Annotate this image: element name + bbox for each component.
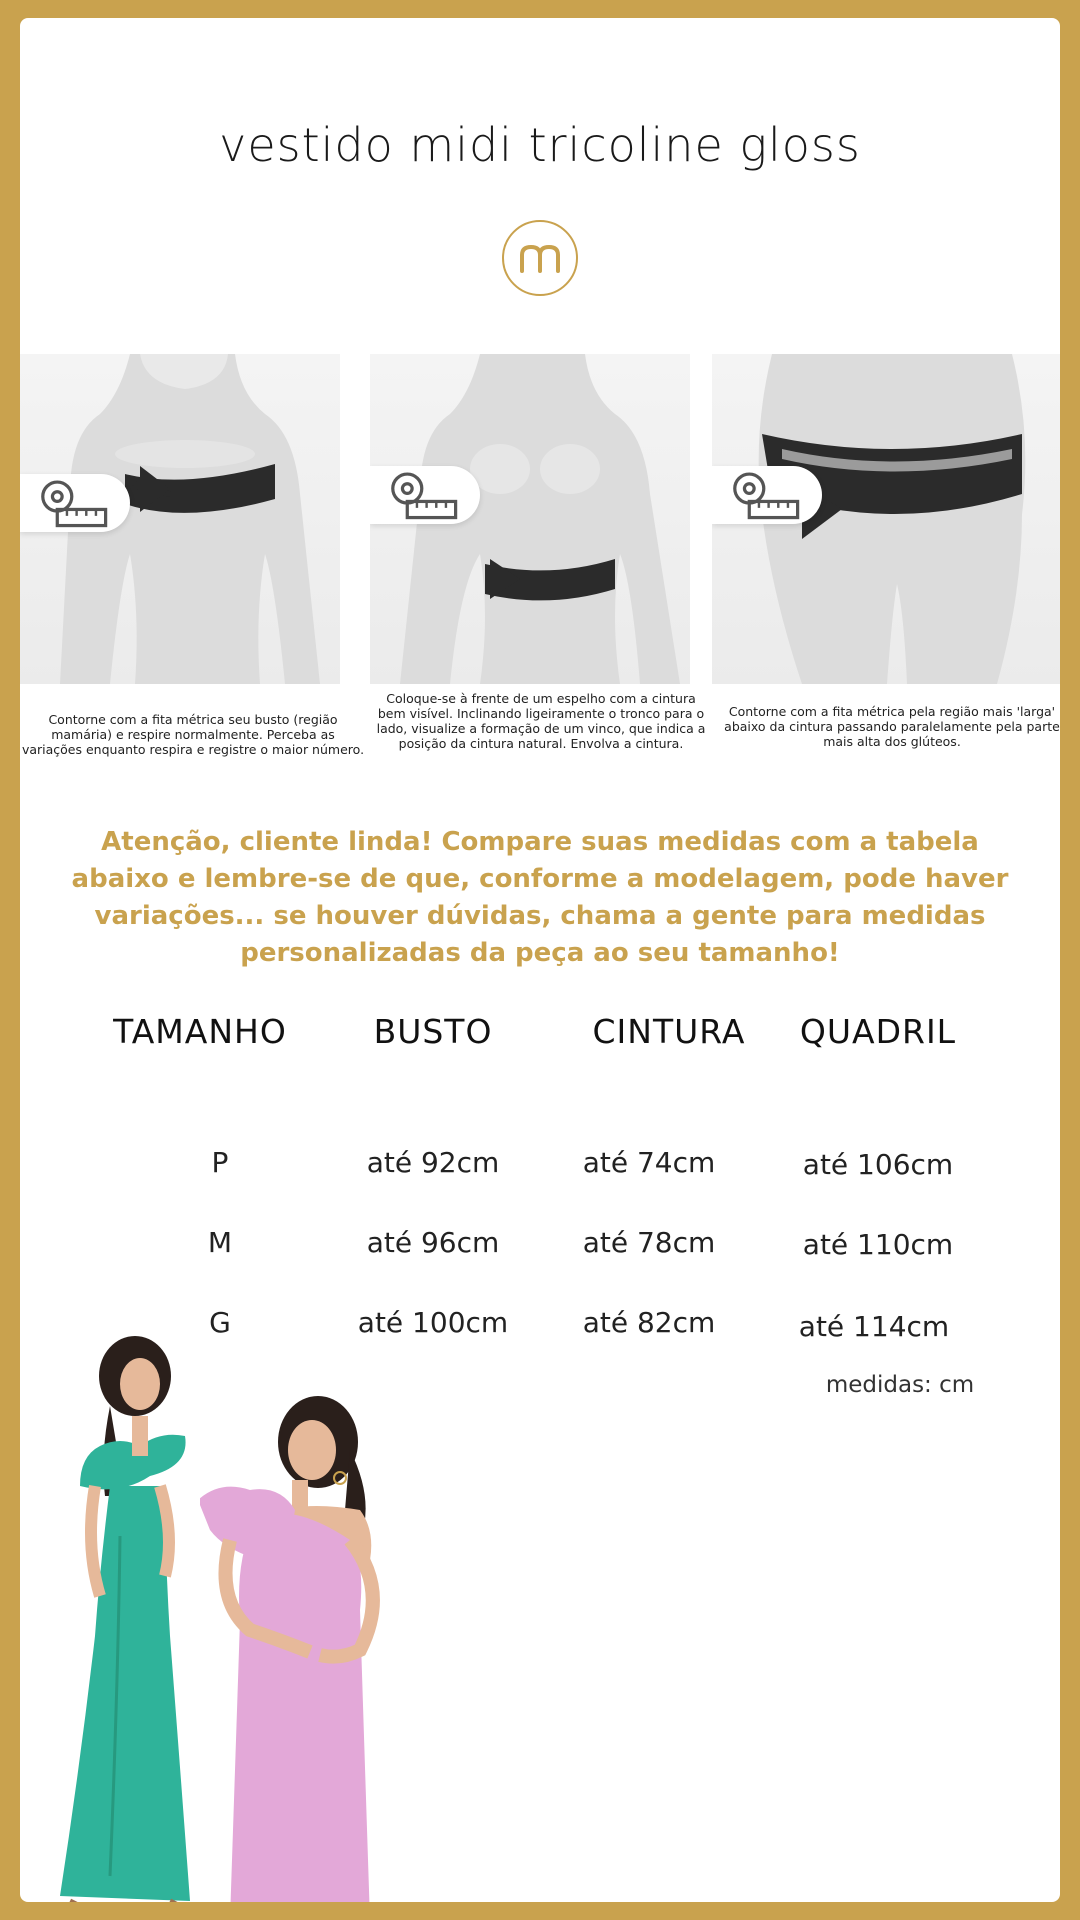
measuring-tape-icon xyxy=(20,474,130,532)
table-cell: até 110cm xyxy=(802,1228,954,1261)
bust-measure-illustration xyxy=(20,354,340,684)
size-guide-card xyxy=(20,18,1060,1902)
table-cell: até 78cm xyxy=(582,1226,716,1259)
customer-notice: Atenção, cliente linda! Compare suas medidas com a tabela abaixo e lembre-se de que, conforme a modelagem, pode haver variações... se houver dúvidas, chama a gente para medidas personalizadas da peça ao seu tamanho! xyxy=(71,827,1009,968)
hip-measure-illustration xyxy=(712,354,1060,684)
measuring-tape-icon xyxy=(370,466,480,524)
table-cell: até 74cm xyxy=(582,1146,716,1179)
waist-instructions: Coloque-se à frente de um espelho com a cintura bem visível. Inclinando ligeiramente o tronco para o lado, visualize a formação de um vinco, que indica a posição da cintura natural. Envolva a cintura. xyxy=(376,691,706,751)
product-title: vestido midi tricoline gloss xyxy=(219,118,861,172)
header-cintura: CINTURA xyxy=(592,1012,746,1051)
header-tamanho: TAMANHO xyxy=(113,1012,287,1051)
table-cell: até 114cm xyxy=(798,1310,950,1343)
table-cell: P xyxy=(211,1146,229,1179)
table-cell: até 100cm xyxy=(357,1306,509,1339)
header-quadril: QUADRIL xyxy=(799,1012,957,1051)
table-cell: até 106cm xyxy=(802,1148,954,1181)
table-cell: G xyxy=(209,1306,231,1339)
tape-tab xyxy=(20,474,130,532)
header-busto: BUSTO xyxy=(373,1012,493,1051)
model-photo-pink-dress xyxy=(200,1390,430,1902)
tape-tab xyxy=(712,466,822,524)
logo-m-icon xyxy=(517,243,563,273)
waist-measure-illustration xyxy=(370,354,690,684)
table-cell: até 82cm xyxy=(582,1306,716,1339)
brand-logo xyxy=(502,220,578,296)
table-cell: M xyxy=(207,1226,233,1259)
hip-instructions: Contorne com a fita métrica pela região mais 'larga' abaixo da cintura passando paralelamente pela parte mais alta dos glúteos. xyxy=(724,704,1060,749)
table-cell: até 92cm xyxy=(366,1146,500,1179)
measuring-tape-icon xyxy=(712,466,822,524)
bust-instructions: Contorne com a fita métrica seu busto (região mamária) e respire normalmente. Perceba as variações enquanto respira e registre o maior número. xyxy=(21,712,365,757)
tape-tab xyxy=(370,466,480,524)
unit-note: medidas: cm xyxy=(825,1372,975,1398)
table-cell: até 96cm xyxy=(366,1226,500,1259)
